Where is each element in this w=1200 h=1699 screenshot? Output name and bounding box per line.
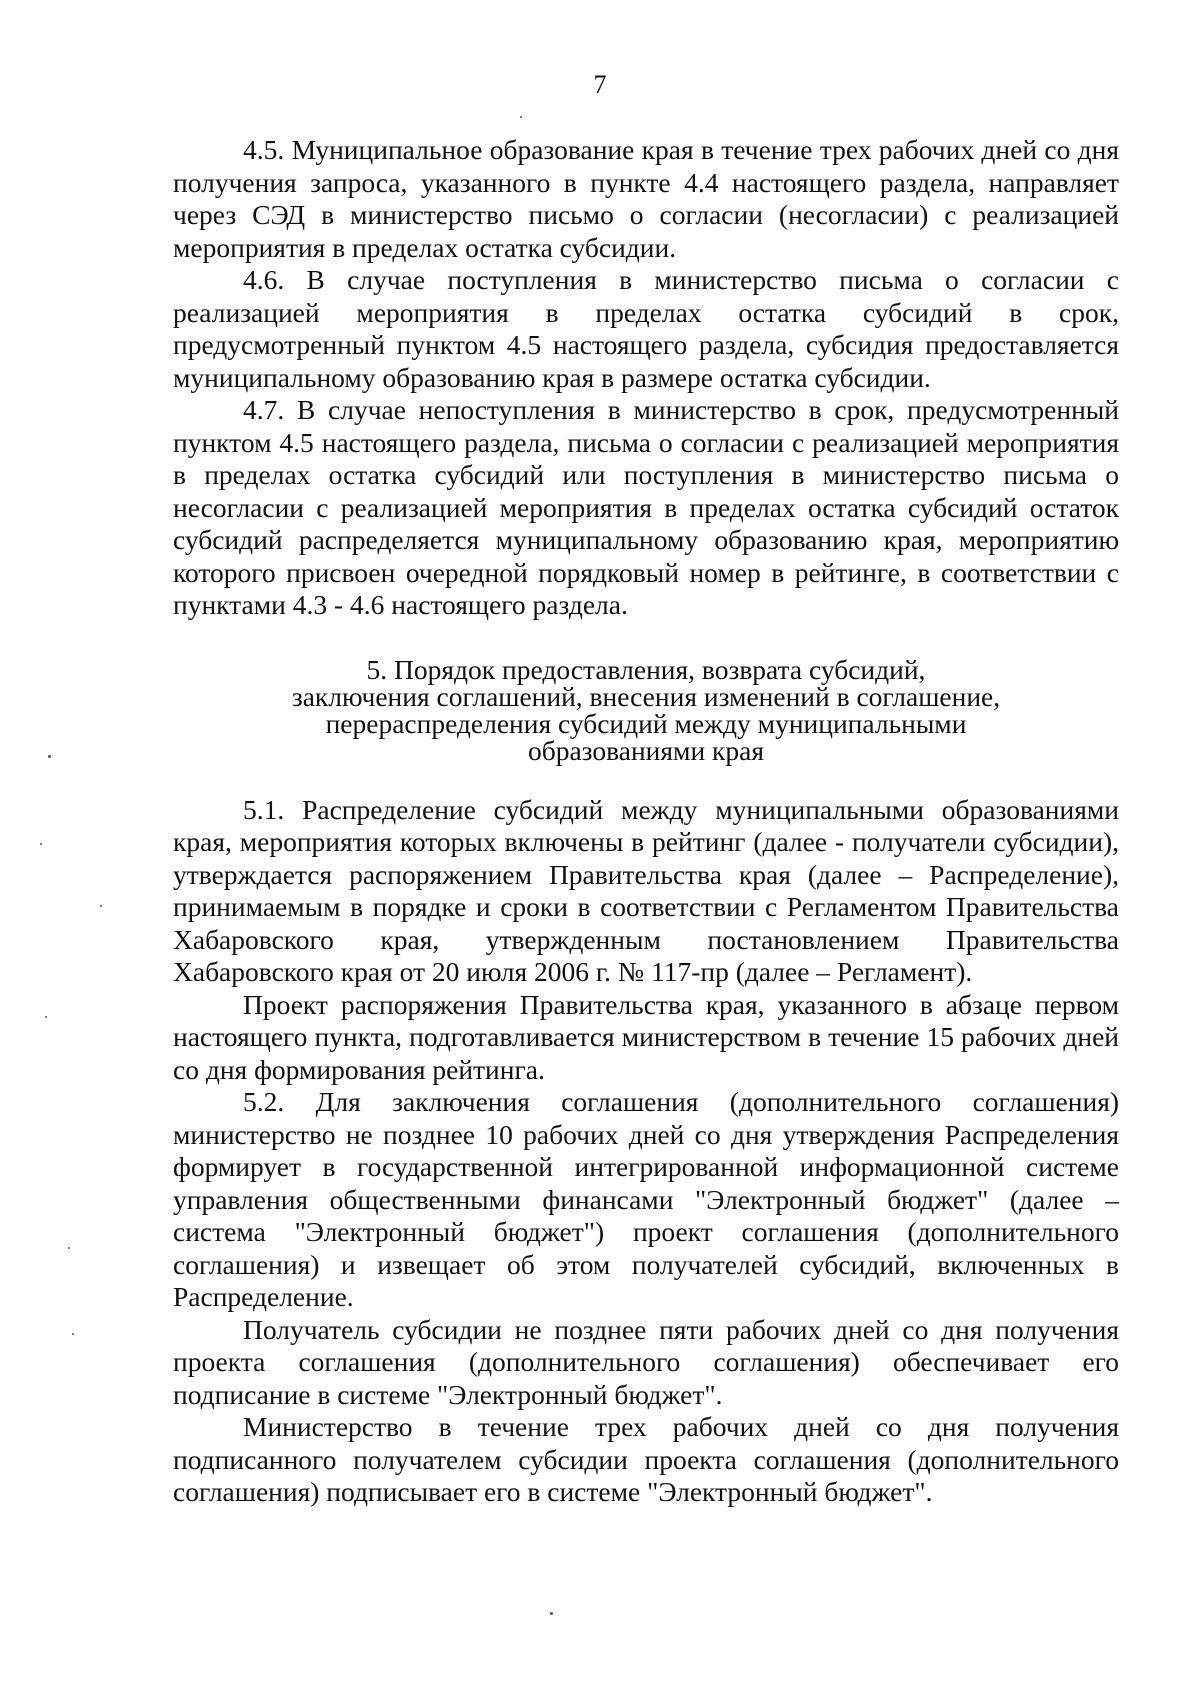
section-heading-line: заключения соглашений, внесения изменений в соглашение,: [291, 680, 1001, 712]
paragraph-5-1-second: Проект распоряжения Правительства края, указанного в абзаце первом настоящего пункта, подготавливается министерством в течение 15 рабочих дней со дня формирования рейтинга.: [173, 988, 1119, 1085]
paragraph-4-5: 4.5. Муниципальное образование края в течение трех рабочих дней со дня получения запроса, указанного в пункте 4.4 настоящего раздела, направляет через СЭД в министерство письмо о согласии (несогласии) с реализацией мероприятия в пределах остатка субсидии.: [173, 134, 1119, 263]
paragraph-5-1: 5.1. Распределение субсидий между муниципальными образованиями края, мероприятия которых включены в рейтинг (далее - получатели субсидии), утверждается распоряжением Правительства края (далее – Распределение), принимаемым в порядке и сроки в соответствии с Регламентом Правительства Хабаровского края, утвержденным постановлением Правительства Хабаровского края от 20 июля 2006 г. № 117-пр (далее – Регламент).: [173, 793, 1119, 987]
scan-speck: [72, 1333, 74, 1335]
scan-speck: [40, 843, 42, 845]
section-heading-line: образованиями края: [527, 734, 765, 766]
scan-speck: [550, 1612, 553, 1615]
scan-speck: [68, 1247, 70, 1249]
paragraph-4-7: 4.7. В случае непоступления в министерство в срок, предусмотренный пунктом 4.5 настоящего раздела, письма о согласии с реализацией мероприятия в пределах остатка субсидий или поступления в министерство письма о несогласии с реализацией мероприятия в пределах остатка субсидий остаток субсидий распределяется муниципальному образованию края, мероприятию которого присвоен очередной порядковый номер в рейтинге, в соответствии с пунктами 4.3 - 4.6 настоящего раздела.: [173, 394, 1119, 620]
section-heading-line: перераспределения субсидий между муниципальными: [325, 707, 967, 739]
paragraph-5-2-third: Министерство в течение трех рабочих дней со дня получения подписанного получателем субсидии проекта соглашения (дополнительного соглашения) подписывает его в системе "Электронный бюджет".: [173, 1411, 1119, 1507]
page-number: 7: [593, 70, 607, 99]
section-5-heading: [173, 653, 1119, 766]
paragraph-4-6: 4.6. В случае поступления в министерство письма о согласии с реализацией мероприятия в пределах остатка субсидий в срок, предусмотренный пунктом 4.5 настоящего раздела, субсидия предоставляется муниципальному образованию края в размере остатка субсидии.: [173, 264, 1119, 393]
scan-speck: [45, 1016, 47, 1018]
scan-speck: [520, 116, 522, 118]
document-body: [173, 134, 1119, 1509]
paragraph-5-2: 5.2. Для заключения соглашения (дополнительного соглашения) министерство не позднее 10 рабочих дней со дня утверждения Распределения формирует в государственной интегрированной информационной системе управления общественными финансами "Электронный бюджет" (далее – система "Электронный бюджет") проект соглашения (дополнительного соглашения) и извещает об этом получателей субсидий, включенных в Распределение.: [173, 1086, 1119, 1312]
paragraph-5-2-second: Получатель субсидии не позднее пяти рабочих дней со дня получения проекта соглашения (дополнительного соглашения) обеспечивает его подписание в системе "Электронный бюджет".: [173, 1313, 1119, 1410]
scan-speck: [100, 905, 102, 907]
scan-speck: [48, 755, 51, 758]
section-heading-line: 5. Порядок предоставления, возврата субсидий,: [366, 653, 926, 685]
